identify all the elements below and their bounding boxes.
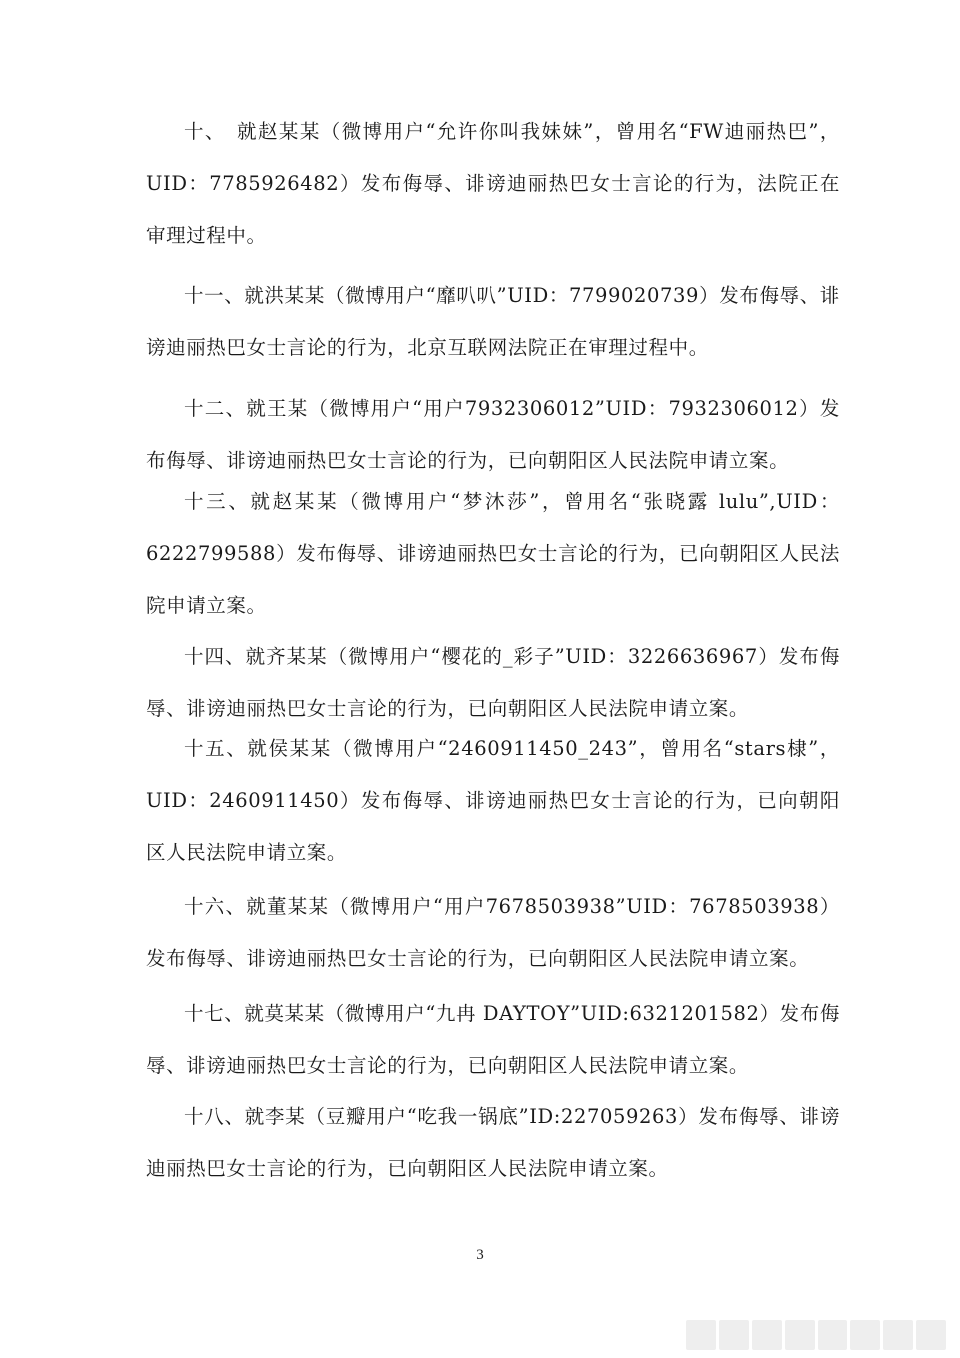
paragraph-13: 十三、就赵某某（微博用户“梦沐莎”，曾用名“张晓露 lulu”,UID：6222799588）发布侮辱、诽谤迪丽热巴女士言论的行为，已向朝阳区人民法院申请立案。 [146, 490, 840, 617]
paragraph-15: 十五、就侯某某（微博用户“2460911450_243”，曾用名“stars棣”，UID：2460911450）发布侮辱、诽谤迪丽热巴女士言论的行为，已向朝阳区人民法院申请立案。 [146, 737, 840, 864]
paragraph-10: 十、 就赵某某（微博用户“允许你叫我妹妹”，曾用名“FW迪丽热巴”，UID：7785926482）发布侮辱、诽谤迪丽热巴女士言论的行为，法院正在审理过程中。 [146, 120, 840, 247]
page-number: 3 [476, 1247, 484, 1263]
paragraph-16: 十六、就董某某（微博用户“用户7678503938”UID：7678503938）发布侮辱、诽谤迪丽热巴女士言论的行为，已向朝阳区人民法院申请立案。 [146, 895, 840, 970]
paragraph-11: 十一、就洪某某（微博用户“靡叭叭”UID：7799020739）发布侮辱、诽谤迪丽热巴女士言论的行为，北京互联网法院正在审理过程中。 [146, 284, 840, 359]
watermark-graphic [686, 1320, 946, 1350]
paragraph-12: 十二、就王某（微博用户“用户7932306012”UID：7932306012）发布侮辱、诽谤迪丽热巴女士言论的行为，已向朝阳区人民法院申请立案。 [146, 397, 840, 472]
paragraph-14: 十四、就齐某某（微博用户“樱花的_彩子”UID：3226636967）发布侮辱、诽谤迪丽热巴女士言论的行为，已向朝阳区人民法院申请立案。 [146, 645, 840, 720]
paragraph-18: 十八、就李某（豆瓣用户“吃我一锅底”ID:227059263）发布侮辱、诽谤迪丽热巴女士言论的行为，已向朝阳区人民法院申请立案。 [146, 1105, 840, 1180]
paragraph-17: 十七、就莫某某（微博用户“九冉 DAYTOY”UID:6321201582）发布侮辱、诽谤迪丽热巴女士言论的行为，已向朝阳区人民法院申请立案。 [146, 1002, 840, 1077]
